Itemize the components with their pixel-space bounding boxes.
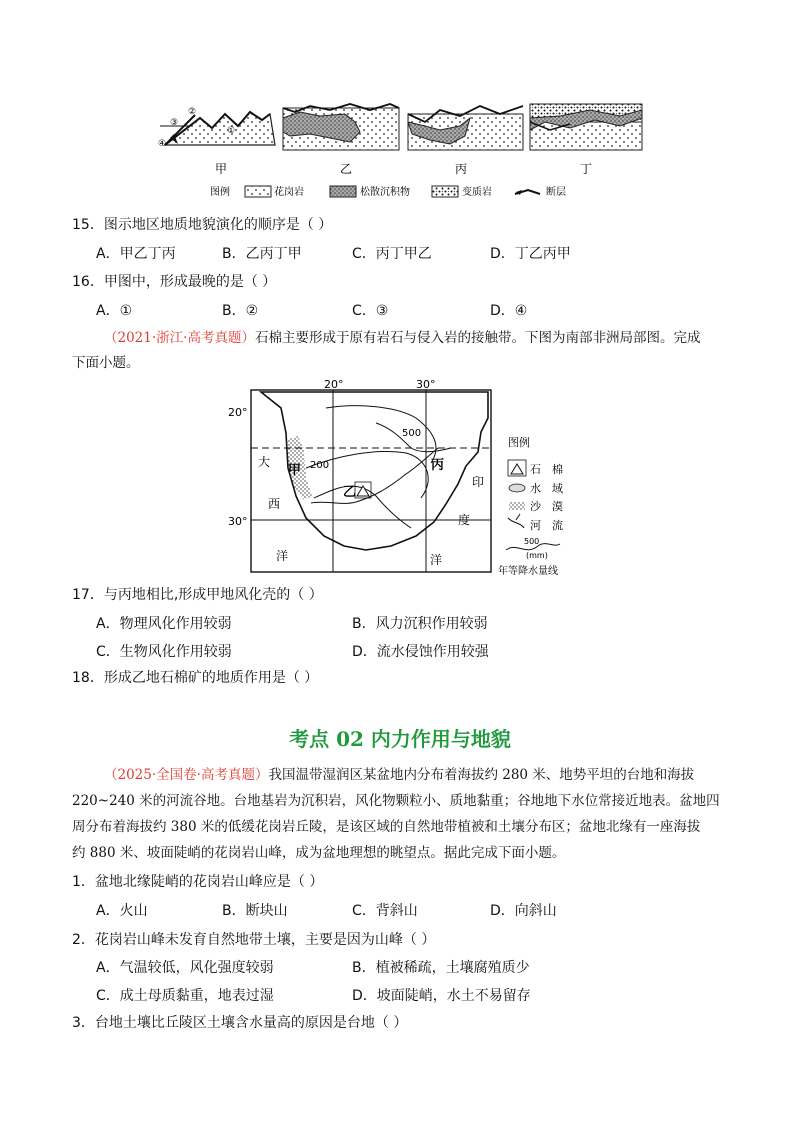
intro-2025	[104, 764, 694, 786]
q2-option-c[interactable]: C．成土母质黏重，地表过湿	[96, 988, 274, 1004]
map-legend-isoline-unit: (mm)	[526, 551, 548, 560]
map-legend-water: 水 域	[530, 482, 563, 495]
legend-sediment: 松散沉积物	[360, 187, 410, 198]
ocean-left-3: 洋	[276, 549, 289, 563]
marker-4: ④	[158, 139, 167, 149]
question-18: 18．形成乙地石棉矿的地质作用是（ ）	[72, 670, 319, 686]
q16-option-c[interactable]: C．③	[352, 303, 389, 319]
q1-option-c[interactable]: C．背斜山	[352, 903, 418, 919]
q1-option-d[interactable]: D．向斜山	[490, 903, 557, 919]
isoline-500: 500	[402, 428, 422, 439]
question-15: 15．图示地区地质地貌演化的顺序是（ ）	[72, 217, 333, 233]
q1-option-b[interactable]: B．断块山	[222, 903, 288, 919]
source-2021: （2021·浙江·高考真题）	[104, 330, 255, 346]
intro-2021	[104, 327, 700, 349]
map-legend-isoline-value: 500	[524, 537, 540, 546]
lon-20: 20°	[324, 378, 344, 391]
map-legend-isoline: 年等降水量线	[498, 566, 558, 577]
q1-option-a[interactable]: A．火山	[96, 903, 148, 919]
marker-1: ①	[227, 126, 236, 136]
panel-label-yi: 乙	[340, 162, 353, 176]
lat-20: 20°	[228, 406, 248, 419]
map-legend-desert: 沙 漠	[530, 500, 563, 513]
panel-label-ding: 丁	[580, 162, 593, 176]
q17-option-c[interactable]: C．生物风化作用较弱	[96, 644, 232, 660]
ocean-left-2: 西	[268, 497, 281, 511]
map-legend-river: 河 流	[530, 519, 563, 532]
lat-30: 30°	[228, 515, 248, 528]
q17-option-a[interactable]: A．物理风化作用较弱	[96, 616, 232, 632]
question-16: 16．甲图中，形成最晚的是（ ）	[72, 274, 277, 290]
panel-label-jia: 甲	[215, 162, 228, 176]
section-title: 考点 02 内力作用与地貌	[289, 727, 511, 751]
place-jia: 甲	[288, 463, 302, 478]
panel-jia	[158, 107, 275, 149]
source-2025: （2025·全国卷·高考真题）	[104, 767, 269, 783]
legend-metamorphic: 变质岩	[462, 187, 492, 198]
ocean-right-1: 印	[472, 475, 485, 489]
q17-option-b[interactable]: B．风力沉积作用较弱	[352, 616, 488, 632]
q16-option-d[interactable]: D．④	[490, 303, 528, 319]
q17-option-d[interactable]: D．流水侵蚀作用较强	[352, 644, 489, 660]
southern-africa-map	[226, 378, 576, 584]
intro-2021-line2: 下面小题。	[72, 355, 140, 371]
place-yi: 乙	[343, 485, 357, 500]
geology-figure	[150, 100, 650, 200]
question-2: 2．花岗岩山峰未发育自然地带土壤，主要是因为山峰（ ）	[72, 932, 436, 948]
q15-option-a[interactable]: A．甲乙丁丙	[96, 246, 176, 262]
intro-2025-line2: 220~240 米的河流谷地。台地基岩为沉积岩，风化物颗粒小、质地黏重；谷地地下水位常接近地表。盆地四	[72, 793, 720, 809]
map-legend-title: 图例	[508, 436, 530, 449]
marker-2: ②	[188, 107, 197, 117]
map-legend-asbestos: 石 棉	[530, 463, 563, 476]
q15-option-c[interactable]: C．丙丁甲乙	[352, 246, 432, 262]
legend-title: 图例	[210, 187, 230, 198]
marker-3: ③	[170, 118, 179, 128]
panel-bing	[408, 106, 523, 150]
question-3: 3．台地土壤比丘陵区土壤含水量高的原因是台地（ ）	[72, 1015, 408, 1031]
q15-option-d[interactable]: D．丁乙丙甲	[490, 246, 571, 262]
lon-30: 30°	[416, 378, 436, 391]
place-bing: 丙	[431, 458, 445, 473]
q2-option-b[interactable]: B．植被稀疏，土壤腐殖质少	[352, 960, 530, 976]
intro-2025-line4: 约 880 米、坡面陡峭的花岗岩山峰，成为盆地理想的眺望点。据此完成下面小题。	[72, 845, 566, 861]
intro-2021-line1: 石棉主要形成于原有岩石与侵入岩的接触带。下图为南部非洲局部图。完成	[254, 330, 701, 346]
panel-label-bing: 丙	[455, 162, 468, 176]
question-17: 17．与丙地相比,形成甲地风化壳的（ ）	[72, 587, 323, 603]
isoline-200: 200	[310, 460, 330, 471]
q16-option-b[interactable]: B．②	[222, 303, 259, 319]
intro-2025-line3: 周分布着海拔约 380 米的低缓花岗岩丘陵，是该区域的自然地带植被和土壤分布区；盆地北缘有一座海拔	[72, 819, 701, 835]
panel-ding	[530, 104, 642, 150]
ocean-right-2: 度	[458, 513, 471, 527]
ocean-right-3: 洋	[430, 553, 443, 567]
legend-fault: 断层	[546, 187, 566, 198]
q2-option-a[interactable]: A．气温较低，风化强度较弱	[96, 960, 274, 976]
panel-yi	[283, 104, 399, 150]
ocean-left-1: 大	[258, 455, 271, 469]
q15-option-b[interactable]: B．乙丙丁甲	[222, 246, 302, 262]
question-1: 1．盆地北缘陡峭的花岗岩山峰应是（ ）	[72, 874, 324, 890]
legend-granite: 花岗岩	[274, 187, 304, 198]
q16-option-a[interactable]: A．①	[96, 303, 133, 319]
q2-option-d[interactable]: D．坡面陡峭，水土不易留存	[352, 988, 531, 1004]
intro-2025-line1: 我国温带湿润区某盆地内分布着海拔约 280 米、地势平坦的台地和海拔	[268, 767, 695, 783]
